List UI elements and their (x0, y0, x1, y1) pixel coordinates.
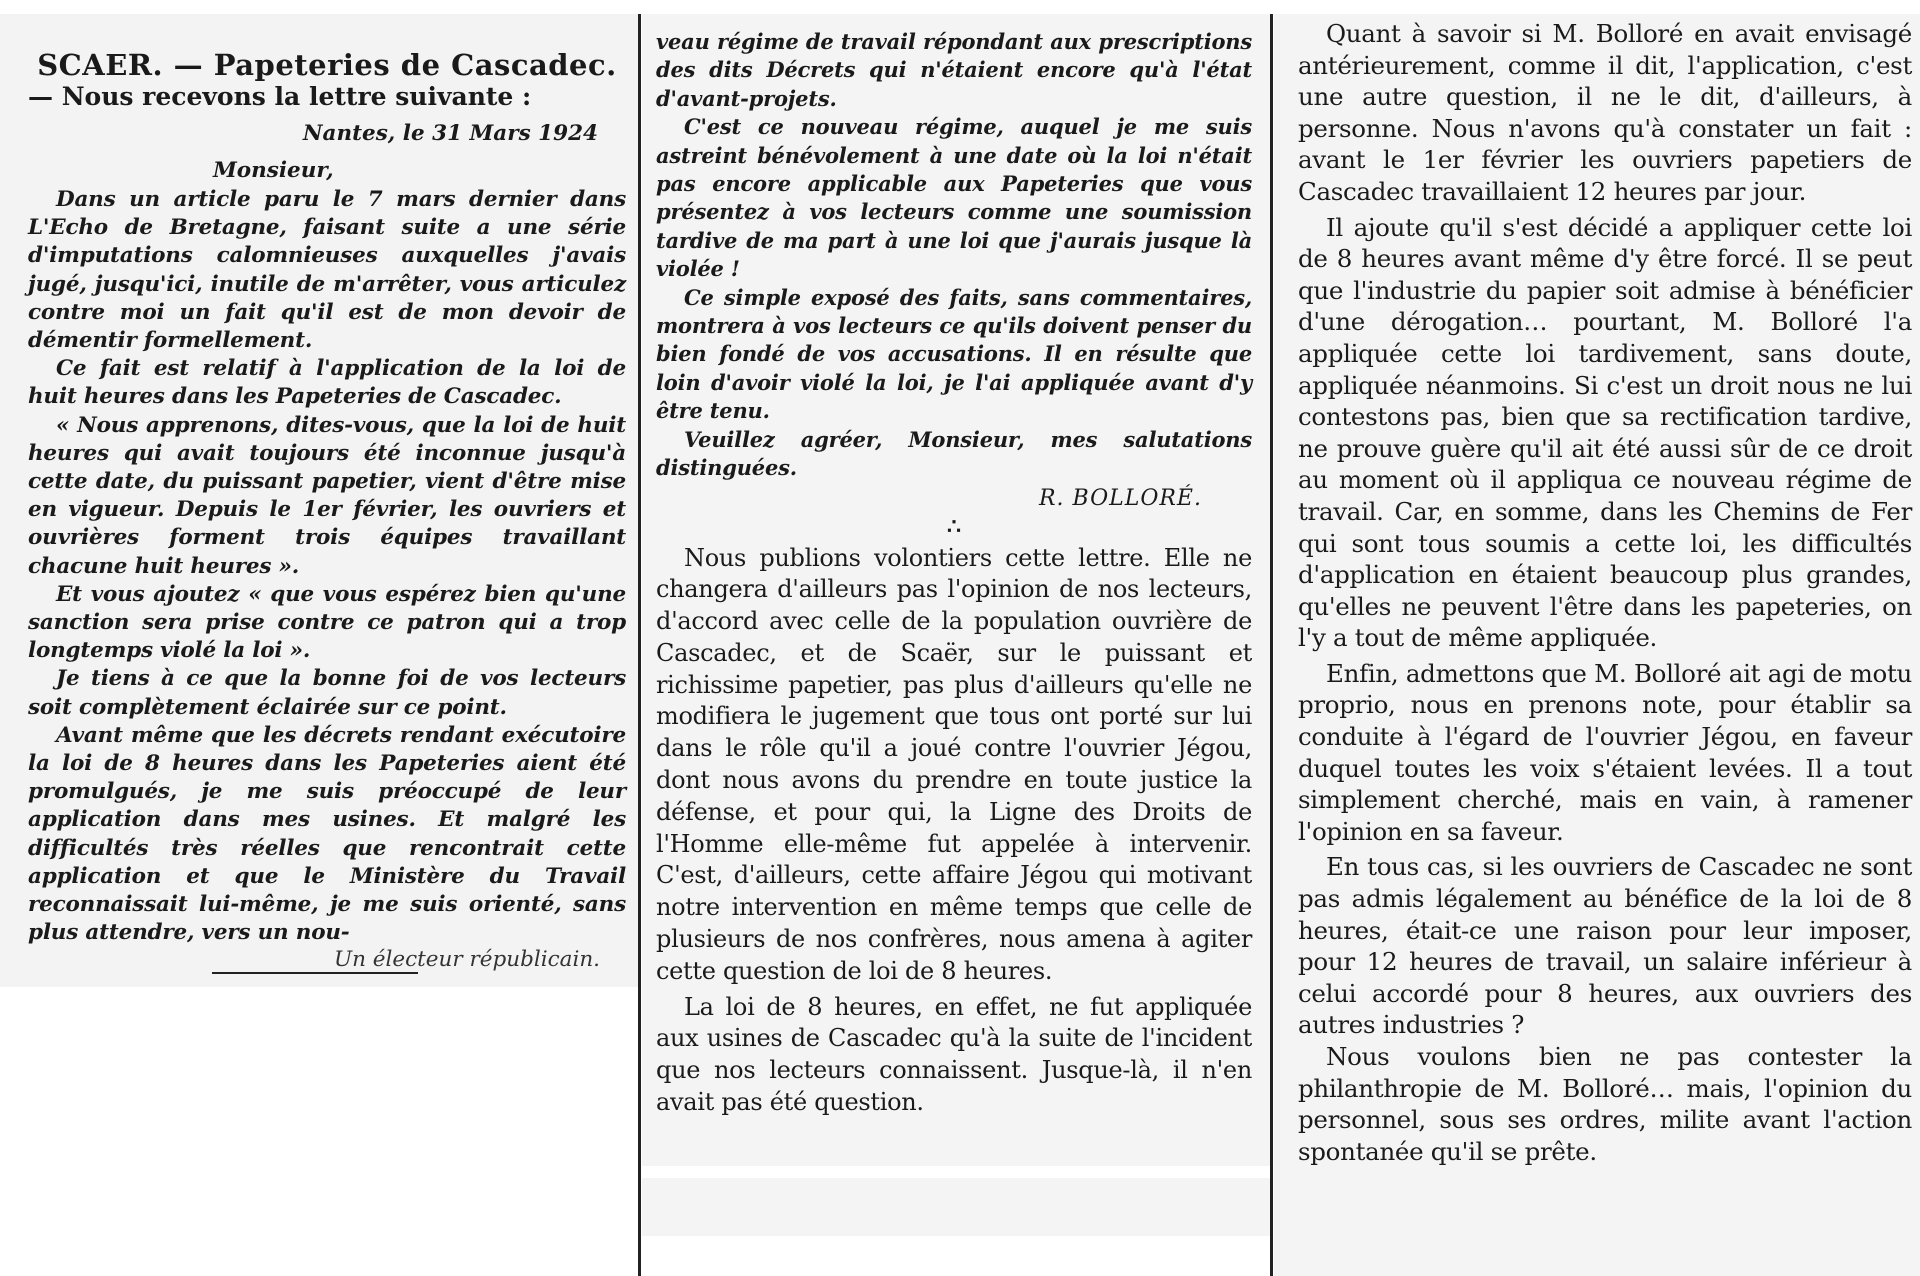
article-subhead: — Nous recevons la lettre suivante : (28, 82, 532, 111)
letter-date: Nantes, le 31 Mars 1924 (302, 121, 598, 146)
letter-signature: R. BOLLORÉ. (1038, 485, 1202, 511)
article-headline: SCAER. — Papeteries de Cascadec. (37, 48, 617, 82)
column-right (1274, 14, 1920, 1276)
editorial-response-part1 (656, 543, 1252, 1119)
letter-paragraph: Ce simple exposé des faits, sans commentaires, montrera à vos lecteurs ce qu'ils doivent penser du bien fondé de vos accusations. Il en résulte que loin d'avoir violé la loi, je l'ai appliquée avant d'y être tenu. (656, 284, 1252, 424)
letter-paragraph: Avant même que les décrets rendant exécutoire la loi de 8 heures dans les Papeteries aient été promulgués, je me suis préoccupé de leur application dans mes usines. Et malgré les difficultés très réelles que rencontrait cette application et que le Ministère du Travail reconnaissait lui-même, je me suis orienté, sans plus attendre, vers un nou- (28, 722, 626, 946)
letter-paragraph: « Nous apprenons, dites-vous, que la loi de huit heures qui avait toujours été inconnue jusqu'à cette date, du puissant papetier, vient d'être mise en vigueur. Depuis le 1er février, les ouvriers et ouvrières forment trois équipes travaillant chacune huit heures ». (28, 412, 626, 579)
response-paragraph: Nous publions volontiers cette lettre. Elle ne changera d'ailleurs pas l'opinion de nos lecteurs, d'accord avec celle de la population ouvrière de Cascadec, et de Scaër, sur le puissant et richissime papetier, pas plus d'ailleurs qu'elle ne modifiera le jugement que tous ont porté sur lui dans le rôle qu'il a joué contre l'ouvrier Jégou, dont nous avons du prendre en toute justice la défense, et pour qui, la Ligne des Droits de l'Homme elle-même fut appelée à intervenir. C'est, d'ailleurs, cette affaire Jégou qui motivant notre intervention en même temps que celle de plusieurs de nos confrères, nous amena à agiter cette question de loi de 8 heures. (656, 543, 1252, 985)
letter-paragraph: veau régime de travail répondant aux prescriptions des dits Décrets qui n'étaient encore qu'à l'état d'avant-projets. (656, 29, 1252, 111)
column-left (0, 14, 640, 987)
letter-paragraph: Dans un article paru le 7 mars dernier dans L'Echo de Bretagne, faisant suite a une série d'imputations calomnieuses auxquelles j'avais jugé, jusqu'ici, inutile de m'arrêter, vous articulez contre moi un fait qu'il est de mon devoir de démentir formellement. (28, 187, 626, 354)
column-middle (642, 14, 1270, 1236)
letter-paragraph: Ce fait est relatif à l'application de la loi de huit heures dans les Papeteries de Cascadec. (28, 356, 626, 410)
letter-body-part2 (656, 28, 1252, 483)
response-paragraph: Enfin, admettons que M. Bolloré ait agi de motu proprio, nous en prenons note, pour établir sa conduite à l'égard de l'ouvrier Jégou, en faveur duquel toutes les voix s'étaient levées. Il a tout simplement cherché, mais en vain, à ramener l'opinion en sa faveur. (1298, 658, 1912, 846)
letter-paragraph: Je tiens à ce que la bonne foi de vos lecteurs soit complètement éclairée sur ce point. (28, 666, 626, 720)
column-divider-2 (1270, 14, 1273, 1276)
section-separator: ∴ (947, 513, 961, 540)
response-paragraph: La loi de 8 heures, en effet, ne fut appliquée aux usines de Cascadec qu'à la suite de l'incident que nos lecteurs connaissent. Jusque-là, il n'en avait pas été question. (656, 992, 1252, 1117)
response-paragraph: Nous voulons bien ne pas contester la philanthropie de M. Bolloré… mais, l'opinion du personnel, sous ses ordres, milite avant l'action spontanée qu'il se prête. (1298, 1042, 1912, 1166)
response-paragraph: Quant à savoir si M. Bolloré en avait envisagé antérieurement, comme il dit, l'application, c'est une autre question, il ne le dit, d'ailleurs, à personne. Nous n'avons qu'à constater un fait : avant le 1er février les ouvriers papetiers de Cascadec travaillaient 12 heures par jour. (1298, 19, 1912, 206)
column-divider-1 (638, 14, 641, 1276)
response-paragraph: Il ajoute qu'il s'est décidé a appliquer cette loi de 8 heures avant même d'y être forcé. Il se peut que l'industrie du papier soit admise à bénéficier d'une dérogation… pourtant, M. Bolloré l'a appliquée cette loi tardivement, sans doute, appliquée néanmoins. Si c'est un droit nous ne lui contestons pas, bien que sa rectification tardive, ne prouve guère qu'il ait été aussi sûr de ce droit au moment où il appliqua ce nouveau régime de travail. Car, en somme, dans les Chemins de Fer qui sont tous soumis a cette loi, les difficultés d'application en étaient beaucoup plus grandes, qu'elles ne peuvent l'être dans les papeteries, on l'y a tout de même appliquée. (1298, 212, 1912, 653)
page-top-margin (0, 0, 1920, 14)
column-gap (642, 1166, 1270, 1178)
letter-body-part1 (28, 186, 626, 947)
response-paragraph: En tous cas, si les ouvriers de Cascadec ne sont pas admis légalement au bénéfice de la loi de 8 heures, était-ce une raison pour leur imposer, pour 12 heures de travail, un salaire inférieur à celui accordé pour 8 heures, aux ouvriers des autres industries ? (1298, 852, 1912, 1040)
letter-paragraph: Et vous ajoutez « que vous espérez bien qu'une sanction sera prise contre ce patron qui a trop longtemps violé la loi ». (28, 581, 626, 664)
letter-paragraph: C'est ce nouveau régime, auquel je me suis astreint bénévolement à une date où la loi n'était pas encore applicable aux Papeteries que vous présentez à vos lecteurs comme une soumission tardive de ma part à une loi que j'aurais jusque là violée ! (656, 114, 1252, 282)
overprinted-signature-fragment: Un électeur républicain. (333, 947, 600, 973)
letter-salutation: Monsieur, (213, 158, 334, 183)
letter-paragraph: Veuillez agréer, Monsieur, mes salutations distinguées. (656, 426, 1252, 481)
article-end-rule (212, 972, 418, 974)
